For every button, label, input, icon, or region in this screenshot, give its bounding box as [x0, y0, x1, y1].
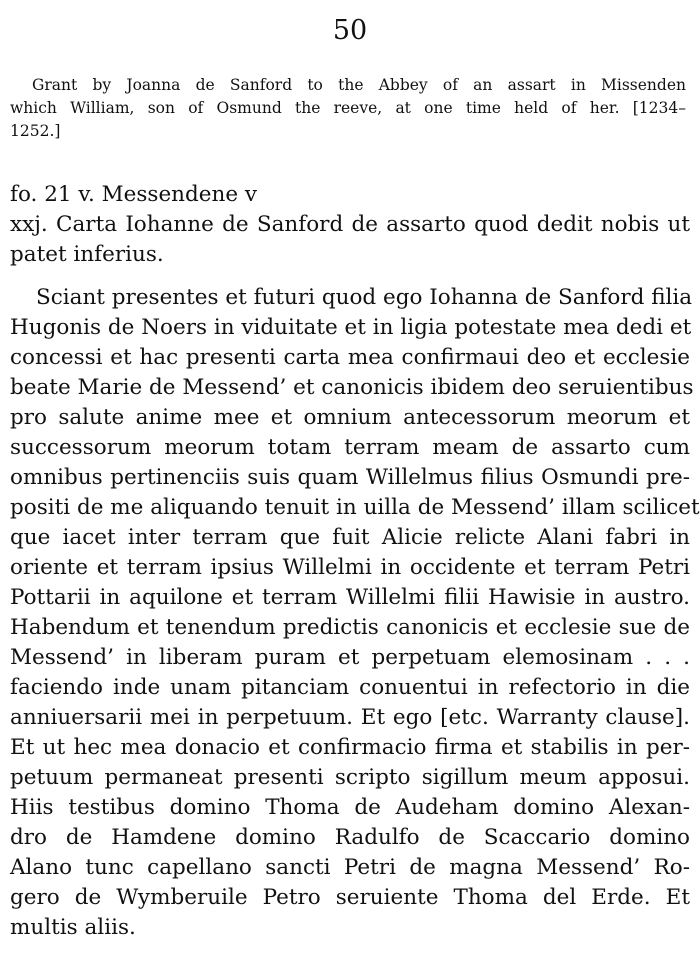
charter-line: dro de Hamdene domino Radulfo de Scaccario domino [10, 825, 690, 850]
page-number: 50 [332, 15, 368, 46]
folio-heading [10, 180, 690, 270]
charter-line: faciendo inde unam pitanciam conuentui in refectorio in die [10, 675, 690, 700]
charter-line: Hugonis de Noers in viduitate et in ligia potestate mea dedi et [10, 315, 692, 340]
charter-line: que iacet inter terram que fuit Alicie relicte Alani fabri in [10, 525, 690, 550]
charter-line: Sciant presentes et futuri quod ego Iohanna de Sanford filia [36, 285, 693, 310]
charter-line: Et ut hec mea donacio et confirmacio firma et stabilis in per- [10, 735, 690, 760]
folio-line: patet inferius. [10, 242, 164, 267]
charter-line: Messend’ in liberam puram et perpetuam elemosinam . . . [10, 645, 690, 670]
folio-line: xxj. Carta Iohanne de Sanford de assarto quod dedit nobis ut [10, 212, 690, 237]
charter-line: pro salute anime mee et omnium antecessorum meorum et [10, 405, 690, 430]
charter-line: Pottarii in aquilone et terram Willelmi filii Hawisie in austro. [10, 585, 690, 610]
charter-line: Hiis testibus domino Thoma de Audeham domino Alexan- [10, 795, 690, 820]
charter-line: concessi et hac presenti carta mea confirmaui deo et ecclesie [10, 345, 690, 370]
charter-text [10, 283, 700, 943]
summary-line: 1252.] [10, 122, 61, 140]
charter-line: successorum meorum totam terram meam de assarto cum [10, 435, 690, 460]
charter-line: multis aliis. [10, 915, 136, 940]
charter-line: Habendum et tenendum predictis canonicis et ecclesie sue de [10, 615, 690, 640]
folio-line: fo. 21 v. Messendene v [10, 182, 258, 207]
summary-line: Grant by Joanna de Sanford to the Abbey of an assart in Missenden [32, 76, 686, 94]
charter-line: petuum permaneat presenti scripto sigillum meum apposui. [10, 765, 690, 790]
charter-summary [10, 74, 686, 143]
charter-line: gero de Wymberuile Petro seruiente Thoma del Erde. Et [10, 885, 690, 910]
charter-line: beate Marie de Messend’ et canonicis ibidem deo seruientibus [10, 375, 694, 400]
charter-line: anniuersarii mei in perpetuum. Et ego [etc. Warranty clause]. [10, 705, 690, 730]
charter-line: Alano tunc capellano sancti Petri de magna Messend’ Ro- [10, 855, 690, 880]
charter-line: omnibus pertinenciis suis quam Willelmus filius Osmundi pre- [10, 465, 690, 490]
charter-line: positi de me aliquando tenuit in uilla de Messend’ illam scilicet [10, 495, 700, 520]
summary-line: which William, son of Osmund the reeve, at one time held of her. [1234– [10, 99, 686, 117]
charter-line: oriente et terram ipsius Willelmi in occidente et terram Petri [10, 555, 690, 580]
